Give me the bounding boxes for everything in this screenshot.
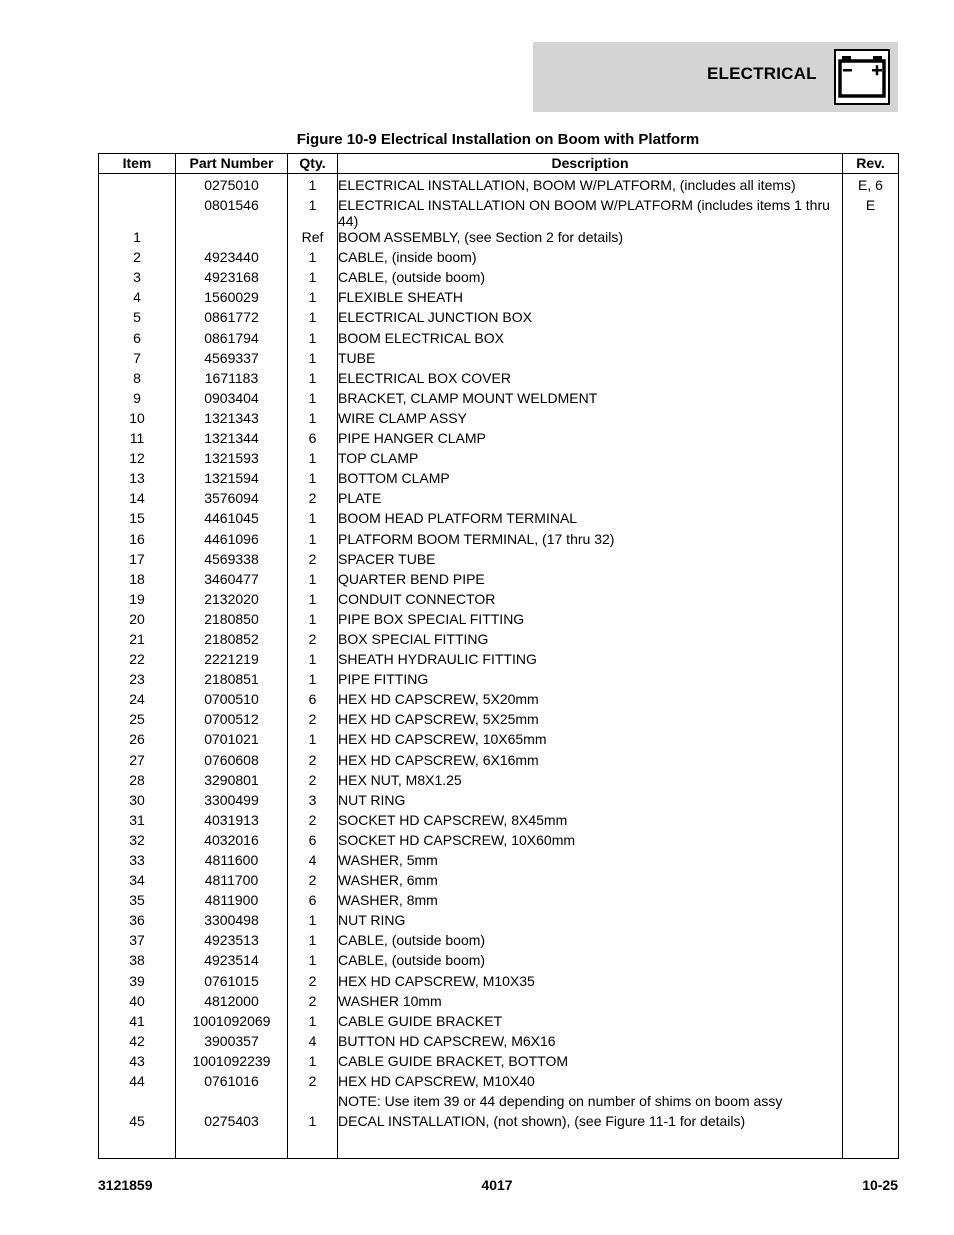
cell-qty: 1 [288, 309, 338, 329]
cell-rev [843, 490, 899, 510]
cell-part-number: 0700512 [176, 711, 288, 731]
cell-qty: 1 [288, 1113, 338, 1158]
cell-part-number: 2180852 [176, 631, 288, 651]
cell-rev [843, 711, 899, 731]
cell-item: 36 [99, 912, 176, 932]
cell-qty: 1 [288, 932, 338, 952]
cell-qty: 1 [288, 249, 338, 269]
cell-rev [843, 671, 899, 691]
cell-description: BOOM HEAD PLATFORM TERMINAL [338, 510, 843, 530]
cell-description: PIPE FITTING [338, 671, 843, 691]
cell-part-number: 3576094 [176, 490, 288, 510]
cell-part-number: 4811700 [176, 872, 288, 892]
table-row [99, 229, 899, 249]
cell-qty: 1 [288, 912, 338, 932]
cell-item: 44 [99, 1073, 176, 1093]
cell-part-number: 4461096 [176, 531, 288, 551]
cell-description: CABLE, (outside boom) [338, 269, 843, 289]
cell-rev [843, 1013, 899, 1033]
cell-qty: 2 [288, 872, 338, 892]
cell-item: 16 [99, 531, 176, 551]
table-row [99, 450, 899, 470]
cell-qty: 6 [288, 892, 338, 912]
table-row [99, 812, 899, 832]
cell-qty: 2 [288, 551, 338, 571]
cell-item: 5 [99, 309, 176, 329]
cell-item: 14 [99, 490, 176, 510]
cell-rev [843, 912, 899, 932]
cell-part-number: 0801546 [176, 197, 288, 229]
cell-part-number: 1321344 [176, 430, 288, 450]
cell-part-number: 0701021 [176, 731, 288, 751]
cell-rev [843, 470, 899, 490]
table-row [99, 711, 899, 731]
cell-item: 35 [99, 892, 176, 912]
cell-item: 19 [99, 591, 176, 611]
table-row [99, 952, 899, 972]
cell-rev [843, 450, 899, 470]
cell-description: BUTTON HD CAPSCREW, M6X16 [338, 1033, 843, 1053]
cell-part-number [176, 1093, 288, 1113]
cell-rev [843, 571, 899, 591]
cell-item: 17 [99, 551, 176, 571]
cell-part-number: 1321594 [176, 470, 288, 490]
cell-qty: Ref [288, 229, 338, 249]
table-row [99, 510, 899, 530]
cell-part-number: 4923440 [176, 249, 288, 269]
table-row [99, 571, 899, 591]
cell-part-number: 4811900 [176, 892, 288, 912]
cell-qty: 1 [288, 450, 338, 470]
cell-item: 43 [99, 1053, 176, 1073]
table-row [99, 350, 899, 370]
cell-rev [843, 309, 899, 329]
cell-qty: 2 [288, 1073, 338, 1093]
cell-qty: 1 [288, 591, 338, 611]
cell-item: 12 [99, 450, 176, 470]
cell-description: ELECTRICAL INSTALLATION, BOOM W/PLATFORM, (includes all items) [338, 174, 843, 198]
cell-description: SOCKET HD CAPSCREW, 10X60mm [338, 832, 843, 852]
cell-item: 20 [99, 611, 176, 631]
table-row [99, 197, 899, 229]
cell-qty: 1 [288, 611, 338, 631]
cell-rev [843, 852, 899, 872]
cell-part-number: 1001092069 [176, 1013, 288, 1033]
cell-description: WASHER, 8mm [338, 892, 843, 912]
cell-item: 2 [99, 249, 176, 269]
cell-item [99, 197, 176, 229]
cell-part-number: 4923513 [176, 932, 288, 952]
table-row [99, 912, 899, 932]
table-row [99, 792, 899, 812]
cell-rev [843, 691, 899, 711]
table-row [99, 174, 899, 198]
cell-item: 27 [99, 752, 176, 772]
cell-description: CONDUIT CONNECTOR [338, 591, 843, 611]
figure-title: Figure 10-9 Electrical Installation on Boom with Platform [296, 131, 700, 148]
cell-item: 4 [99, 289, 176, 309]
cell-part-number: 3460477 [176, 571, 288, 591]
cell-description: NUT RING [338, 912, 843, 932]
cell-part-number: 0761016 [176, 1073, 288, 1093]
cell-part-number: 1671183 [176, 370, 288, 390]
table-header-row [99, 154, 899, 174]
cell-qty: 1 [288, 174, 338, 198]
cell-part-number: 4031913 [176, 812, 288, 832]
table-row [99, 892, 899, 912]
cell-part-number: 0275403 [176, 1113, 288, 1158]
table-row [99, 531, 899, 551]
cell-description: HEX HD CAPSCREW, 5X25mm [338, 711, 843, 731]
cell-part-number: 0903404 [176, 390, 288, 410]
cell-item [99, 1093, 176, 1113]
cell-description: HEX HD CAPSCREW, M10X40 [338, 1073, 843, 1093]
footer-page-number: 10-25 [862, 1177, 898, 1193]
cell-description: PIPE HANGER CLAMP [338, 430, 843, 450]
table-row [99, 370, 899, 390]
cell-qty [288, 1093, 338, 1113]
cell-description: SPACER TUBE [338, 551, 843, 571]
cell-rev [843, 430, 899, 450]
cell-item: 9 [99, 390, 176, 410]
cell-description: WASHER, 5mm [338, 852, 843, 872]
footer-model: 4017 [481, 1177, 513, 1193]
cell-part-number: 0760608 [176, 752, 288, 772]
cell-qty: 6 [288, 430, 338, 450]
table-row [99, 772, 899, 792]
cell-qty: 3 [288, 792, 338, 812]
cell-rev [843, 752, 899, 772]
cell-item: 3 [99, 269, 176, 289]
cell-qty: 1 [288, 289, 338, 309]
cell-qty: 2 [288, 772, 338, 792]
cell-description: ELECTRICAL INSTALLATION ON BOOM W/PLATFORM (includes items 1 thru 44) [338, 197, 843, 229]
cell-description: HEX HD CAPSCREW, 6X16mm [338, 752, 843, 772]
cell-item: 31 [99, 812, 176, 832]
table-row [99, 1033, 899, 1053]
cell-item: 30 [99, 792, 176, 812]
table-row [99, 269, 899, 289]
table-row [99, 551, 899, 571]
table-row [99, 832, 899, 852]
cell-rev [843, 390, 899, 410]
cell-description: ELECTRICAL BOX COVER [338, 370, 843, 390]
cell-description: BOOM ELECTRICAL BOX [338, 330, 843, 350]
cell-item: 8 [99, 370, 176, 390]
cell-part-number: 1321343 [176, 410, 288, 430]
cell-rev [843, 370, 899, 390]
cell-description: BRACKET, CLAMP MOUNT WELDMENT [338, 390, 843, 410]
cell-rev [843, 410, 899, 430]
cell-description: CABLE, (inside boom) [338, 249, 843, 269]
cell-qty: 1 [288, 952, 338, 972]
cell-qty: 1 [288, 330, 338, 350]
cell-rev [843, 631, 899, 651]
cell-item: 25 [99, 711, 176, 731]
column-header-description: Description [338, 154, 843, 174]
cell-description: FLEXIBLE SHEATH [338, 289, 843, 309]
cell-description: NOTE: Use item 39 or 44 depending on number of shims on boom assy [338, 1093, 843, 1113]
cell-rev [843, 269, 899, 289]
cell-item: 15 [99, 510, 176, 530]
cell-description: HEX HD CAPSCREW, 10X65mm [338, 731, 843, 751]
cell-rev [843, 350, 899, 370]
cell-part-number: 3300499 [176, 792, 288, 812]
cell-description: BOOM ASSEMBLY, (see Section 2 for details) [338, 229, 843, 249]
column-header-qty: Qty. [288, 154, 338, 174]
cell-rev [843, 993, 899, 1013]
cell-description: HEX HD CAPSCREW, 5X20mm [338, 691, 843, 711]
table-row [99, 1113, 899, 1158]
cell-rev [843, 832, 899, 852]
cell-qty: 1 [288, 731, 338, 751]
cell-qty: 1 [288, 370, 338, 390]
cell-description: SOCKET HD CAPSCREW, 8X45mm [338, 812, 843, 832]
cell-rev [843, 1053, 899, 1073]
cell-part-number: 4032016 [176, 832, 288, 852]
cell-rev [843, 872, 899, 892]
cell-item: 22 [99, 651, 176, 671]
table-row [99, 591, 899, 611]
cell-qty: 1 [288, 1013, 338, 1033]
cell-qty: 1 [288, 410, 338, 430]
cell-qty: 1 [288, 571, 338, 591]
table-row [99, 330, 899, 350]
table-row [99, 651, 899, 671]
cell-description: TUBE [338, 350, 843, 370]
table-row [99, 309, 899, 329]
cell-item: 13 [99, 470, 176, 490]
table-row [99, 410, 899, 430]
cell-item: 24 [99, 691, 176, 711]
table-row [99, 430, 899, 450]
cell-rev [843, 651, 899, 671]
cell-part-number: 2221219 [176, 651, 288, 671]
cell-part-number: 4811600 [176, 852, 288, 872]
cell-rev [843, 510, 899, 530]
cell-item: 37 [99, 932, 176, 952]
cell-description: BOX SPECIAL FITTING [338, 631, 843, 651]
cell-rev [843, 1073, 899, 1093]
cell-rev [843, 229, 899, 249]
cell-description: HEX HD CAPSCREW, M10X35 [338, 973, 843, 993]
cell-rev [843, 892, 899, 912]
table-row [99, 611, 899, 631]
cell-rev [843, 611, 899, 631]
cell-qty: 2 [288, 812, 338, 832]
cell-qty: 6 [288, 691, 338, 711]
cell-description: QUARTER BEND PIPE [338, 571, 843, 591]
cell-part-number: 4569338 [176, 551, 288, 571]
cell-part-number: 2180851 [176, 671, 288, 691]
cell-item: 7 [99, 350, 176, 370]
cell-qty: 1 [288, 1053, 338, 1073]
cell-item: 26 [99, 731, 176, 751]
cell-part-number: 4923514 [176, 952, 288, 972]
cell-description: BOTTOM CLAMP [338, 470, 843, 490]
cell-item: 34 [99, 872, 176, 892]
cell-rev [843, 551, 899, 571]
cell-item: 40 [99, 993, 176, 1013]
cell-item: 11 [99, 430, 176, 450]
cell-description: PLATE [338, 490, 843, 510]
cell-qty: 1 [288, 651, 338, 671]
cell-item: 21 [99, 631, 176, 651]
table-row [99, 691, 899, 711]
cell-qty: 1 [288, 510, 338, 530]
cell-rev [843, 792, 899, 812]
table-row [99, 872, 899, 892]
cell-rev [843, 1093, 899, 1113]
table-row [99, 973, 899, 993]
cell-rev [843, 330, 899, 350]
cell-description: SHEATH HYDRAULIC FITTING [338, 651, 843, 671]
cell-description: CABLE, (outside boom) [338, 932, 843, 952]
cell-item: 42 [99, 1033, 176, 1053]
cell-item: 41 [99, 1013, 176, 1033]
cell-part-number: 3900357 [176, 1033, 288, 1053]
table-row [99, 1053, 899, 1073]
cell-description: CABLE, (outside boom) [338, 952, 843, 972]
cell-rev [843, 289, 899, 309]
cell-part-number: 2180850 [176, 611, 288, 631]
cell-part-number: 3300498 [176, 912, 288, 932]
cell-part-number: 4461045 [176, 510, 288, 530]
cell-qty: 2 [288, 711, 338, 731]
cell-item: 39 [99, 973, 176, 993]
cell-qty: 2 [288, 631, 338, 651]
table-row [99, 932, 899, 952]
cell-item: 10 [99, 410, 176, 430]
section-title: ELECTRICAL [707, 64, 817, 83]
cell-item: 38 [99, 952, 176, 972]
cell-qty: 1 [288, 269, 338, 289]
cell-description: TOP CLAMP [338, 450, 843, 470]
cell-rev [843, 772, 899, 792]
cell-description: CABLE GUIDE BRACKET, BOTTOM [338, 1053, 843, 1073]
cell-description: WASHER 10mm [338, 993, 843, 1013]
cell-qty: 2 [288, 973, 338, 993]
table-row [99, 289, 899, 309]
cell-part-number: 4812000 [176, 993, 288, 1013]
cell-part-number: 4569337 [176, 350, 288, 370]
cell-qty: 2 [288, 752, 338, 772]
cell-description: DECAL INSTALLATION, (not shown), (see Figure 11-1 for details) [338, 1113, 843, 1158]
cell-qty: 6 [288, 832, 338, 852]
cell-item: 33 [99, 852, 176, 872]
cell-part-number: 1321593 [176, 450, 288, 470]
table-row [99, 631, 899, 651]
cell-description: HEX NUT, M8X1.25 [338, 772, 843, 792]
cell-rev [843, 531, 899, 551]
cell-rev [843, 812, 899, 832]
cell-description: CABLE GUIDE BRACKET [338, 1013, 843, 1033]
cell-item: 32 [99, 832, 176, 852]
battery-icon [834, 49, 890, 105]
cell-qty: 4 [288, 852, 338, 872]
table-row [99, 752, 899, 772]
table-row [99, 993, 899, 1013]
cell-description: PIPE BOX SPECIAL FITTING [338, 611, 843, 631]
cell-description: NUT RING [338, 792, 843, 812]
cell-part-number: 3290801 [176, 772, 288, 792]
cell-item: 6 [99, 330, 176, 350]
cell-qty: 1 [288, 390, 338, 410]
column-header-item: Item [99, 154, 176, 174]
cell-qty: 1 [288, 470, 338, 490]
cell-part-number: 0761015 [176, 973, 288, 993]
cell-rev: E, 6 [843, 174, 899, 198]
cell-part-number: 2132020 [176, 591, 288, 611]
cell-qty: 1 [288, 350, 338, 370]
table-row [99, 470, 899, 490]
cell-part-number: 1560029 [176, 289, 288, 309]
cell-rev [843, 1113, 899, 1158]
cell-rev [843, 952, 899, 972]
cell-rev [843, 249, 899, 269]
cell-part-number: 4923168 [176, 269, 288, 289]
cell-rev [843, 731, 899, 751]
cell-item [99, 174, 176, 198]
cell-qty: 2 [288, 490, 338, 510]
cell-item: 18 [99, 571, 176, 591]
cell-part-number: 1001092239 [176, 1053, 288, 1073]
column-header-rev: Rev. [843, 154, 899, 174]
cell-rev [843, 932, 899, 952]
table-row [99, 490, 899, 510]
table-row [99, 671, 899, 691]
cell-item: 1 [99, 229, 176, 249]
cell-rev [843, 973, 899, 993]
cell-rev: E [843, 197, 899, 229]
cell-description: WIRE CLAMP ASSY [338, 410, 843, 430]
cell-part-number: 0700510 [176, 691, 288, 711]
cell-description: ELECTRICAL JUNCTION BOX [338, 309, 843, 329]
cell-qty: 2 [288, 993, 338, 1013]
cell-qty: 1 [288, 197, 338, 229]
cell-item: 23 [99, 671, 176, 691]
cell-part-number: 0275010 [176, 174, 288, 198]
cell-item: 45 [99, 1113, 176, 1158]
parts-table [98, 153, 899, 1159]
table-row [99, 1073, 899, 1093]
cell-part-number: 0861772 [176, 309, 288, 329]
cell-description: WASHER, 6mm [338, 872, 843, 892]
table-row [99, 731, 899, 751]
cell-description: PLATFORM BOOM TERMINAL, (17 thru 32) [338, 531, 843, 551]
table-row [99, 1093, 899, 1113]
cell-qty: 4 [288, 1033, 338, 1053]
cell-rev [843, 1033, 899, 1053]
cell-part-number: 0861794 [176, 330, 288, 350]
cell-qty: 1 [288, 671, 338, 691]
table-row [99, 249, 899, 269]
cell-part-number [176, 229, 288, 249]
table-row [99, 390, 899, 410]
column-header-part-number: Part Number [176, 154, 288, 174]
footer-publication-number: 3121859 [98, 1177, 153, 1193]
cell-item: 28 [99, 772, 176, 792]
table-row [99, 1013, 899, 1033]
table-row [99, 852, 899, 872]
cell-qty: 1 [288, 531, 338, 551]
cell-rev [843, 591, 899, 611]
